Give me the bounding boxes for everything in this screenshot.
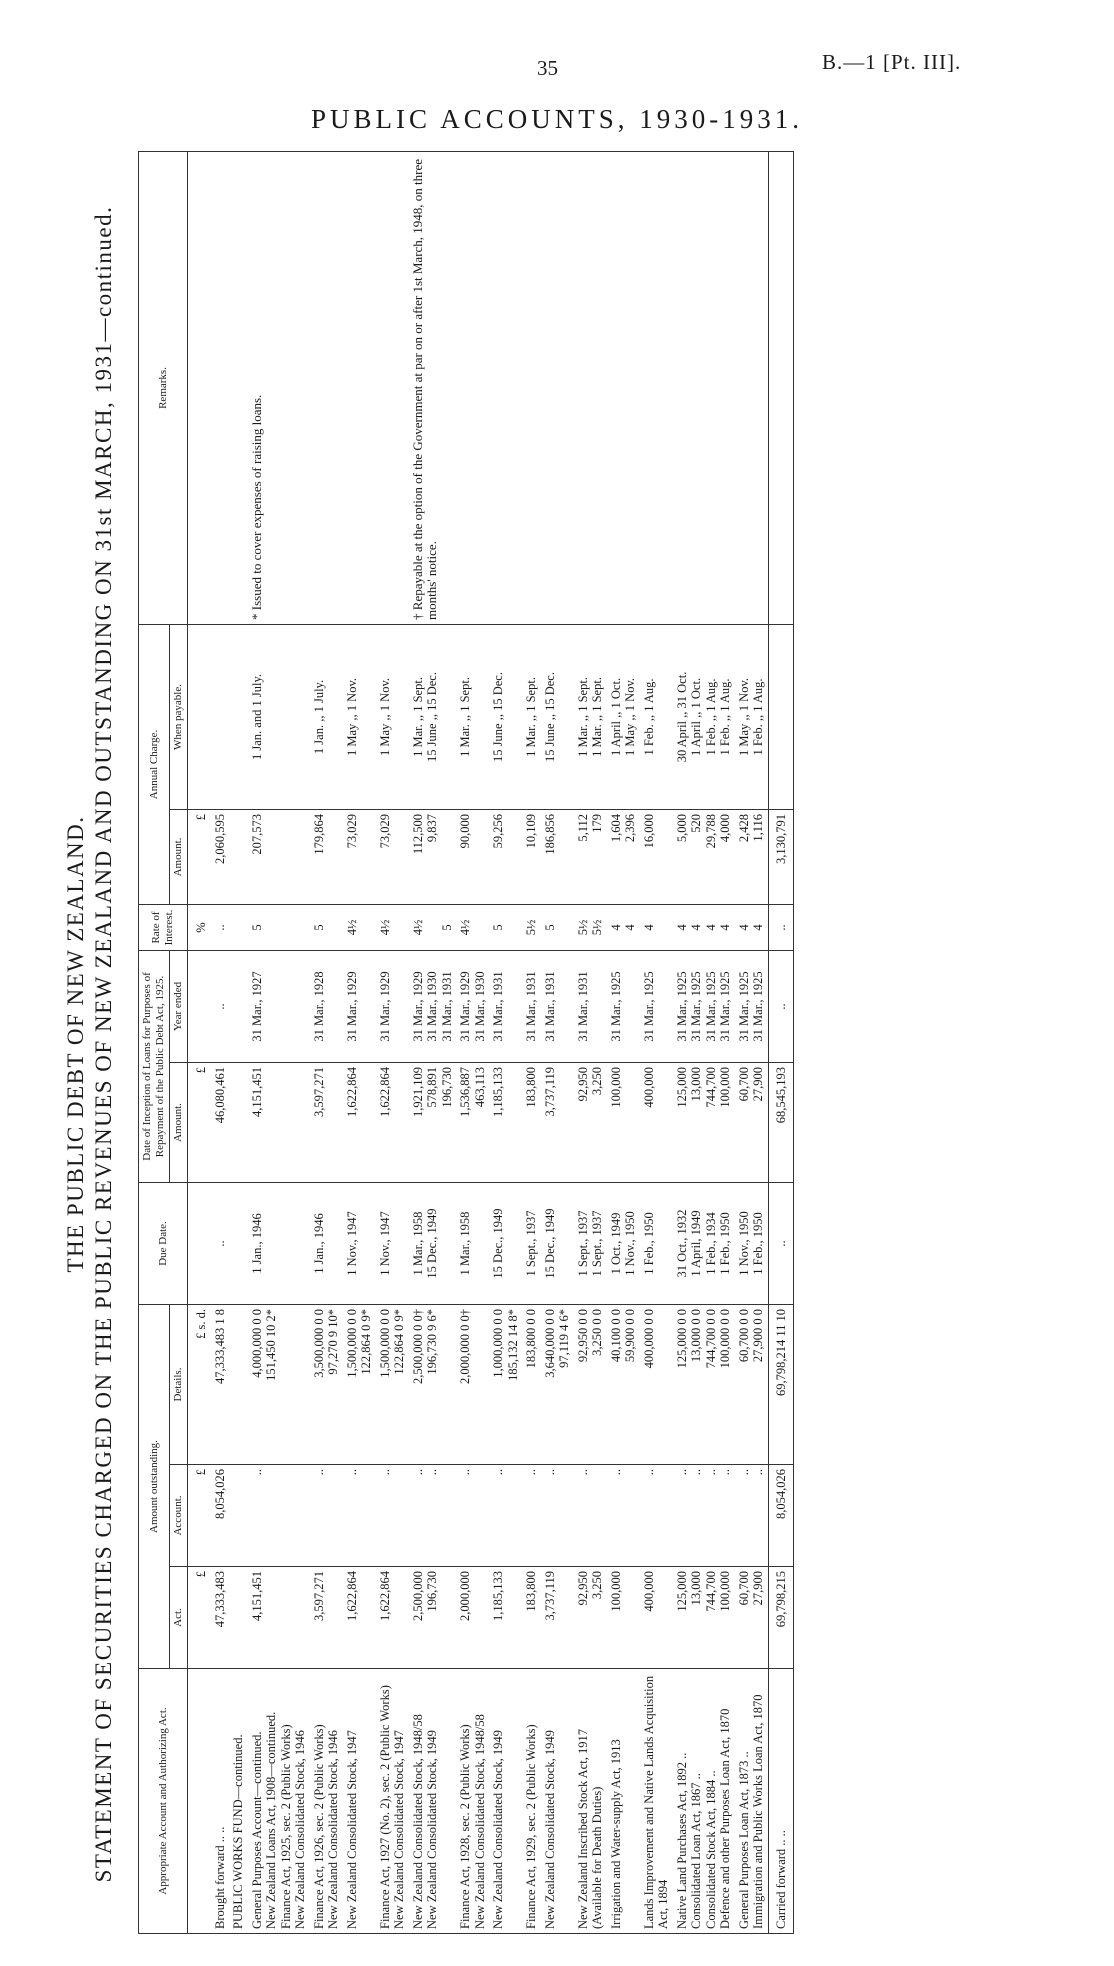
cell-when-payable: 1 Mar. ,, 1 Sept. xyxy=(522,624,541,809)
cell-act-name: New Zealand Consolidated Stock, 1949 xyxy=(489,1669,522,1934)
cell-account: .. xyxy=(343,1465,376,1567)
cell-act-name: Irrigation and Water-supply Act, 1913 xyxy=(607,1669,640,1934)
cell-annual-amount: 1,604 2,396 xyxy=(607,809,640,904)
cell-rate: 5½ xyxy=(522,904,541,950)
cell-act-amount: 2,000,000 xyxy=(456,1567,489,1669)
cell-inception-amount: 125,000 13,000 744,700 100,000 xyxy=(673,1063,735,1183)
cell-remarks xyxy=(343,151,376,624)
header-year-ended: Year ended xyxy=(170,950,188,1062)
cell-year-ended: 31 Mar., 1929 xyxy=(343,950,376,1062)
cell-act-amount: 69,798,215 xyxy=(768,1567,794,1669)
cell-act-amount: 1,622,864 xyxy=(376,1567,409,1669)
cell-account: .. xyxy=(248,1465,310,1567)
cell-rate: 5 xyxy=(310,904,343,950)
cell-account: .. .. .. .. xyxy=(673,1465,735,1567)
cell-inception-amount: 3,597,271 xyxy=(310,1063,343,1183)
cell-remarks xyxy=(489,151,522,624)
table-row xyxy=(211,151,230,1933)
cell-rate: 4½ xyxy=(343,904,376,950)
cell-rate xyxy=(229,904,248,950)
cell-act-amount: 3,597,271 xyxy=(310,1567,343,1669)
header-details-col: Details. xyxy=(170,1305,188,1465)
unit-lsd: £ s. d. xyxy=(188,1305,211,1465)
cell-account: .. xyxy=(522,1465,541,1567)
cell-inception-amount: 400,000 xyxy=(640,1063,673,1183)
cell-year-ended: 31 Mar., 1929 xyxy=(376,950,409,1062)
cell-due-date: 15 Dec., 1949 xyxy=(489,1183,522,1305)
cell-act-amount: 3,737,119 xyxy=(541,1567,574,1669)
table-row xyxy=(735,151,769,1933)
cell-act-amount: 1,185,133 xyxy=(489,1567,522,1669)
cell-when-payable: 1 Jan. ,, 1 July. xyxy=(310,624,343,809)
cell-inception-amount xyxy=(229,1063,248,1183)
cell-act-name: Native Land Purchases Act, 1892 .. Consolidated Loan Act, 1867 .. Consolidated Stock Act, 1884 .. Defence and other Purposes Loan Act, 1870 xyxy=(673,1669,735,1934)
cell-when-payable: 1 Jan. and 1 July. xyxy=(248,624,310,809)
cell-year-ended: 31 Mar., 1929 31 Mar., 1930 xyxy=(456,950,489,1062)
cell-annual-amount: 5,112 179 xyxy=(574,809,607,904)
cell-inception-amount: 100,000 xyxy=(607,1063,640,1183)
header-rate: Rate of Interest. xyxy=(139,904,188,950)
unit-percent: % xyxy=(188,904,211,950)
cell-year-ended: 31 Mar., 1925 xyxy=(607,950,640,1062)
table-row xyxy=(376,151,409,1933)
cell-act-amount: 2,500,000 196,730 xyxy=(409,1567,457,1669)
cell-act-name: Brought forward .. .. xyxy=(211,1669,230,1934)
cell-inception-amount: 1,622,864 xyxy=(343,1063,376,1183)
cell-remarks xyxy=(640,151,673,624)
cell-remarks xyxy=(673,151,735,624)
cell-when-payable xyxy=(211,624,230,809)
cell-account: .. .. xyxy=(409,1465,457,1567)
cell-inception-amount: 1,921,109 578,891 196,730 xyxy=(409,1063,457,1183)
cell-act-name: General Purposes Loan Act, 1873 .. Immigration and Public Works Loan Act, 1870 xyxy=(735,1669,769,1934)
cell-annual-amount: 3,130,791 xyxy=(768,809,794,904)
cell-rate: 4½ 5 xyxy=(409,904,457,950)
cell-remarks xyxy=(376,151,409,624)
cell-year-ended: 31 Mar., 1931 xyxy=(541,950,574,1062)
carried-forward-row xyxy=(768,151,794,1933)
cell-details: 3,500,000 0 0 97,270 9 10* xyxy=(310,1305,343,1465)
table-row xyxy=(522,151,541,1933)
cell-inception-amount: 3,737,119 xyxy=(541,1063,574,1183)
cell-year-ended: 31 Mar., 1929 31 Mar., 1930 31 Mar., 1931 xyxy=(409,950,457,1062)
cell-annual-amount: 2,060,595 xyxy=(211,809,230,904)
cell-remarks xyxy=(522,151,541,624)
cell-due-date: 1 Jan., 1946 xyxy=(310,1183,343,1305)
cell-account: .. xyxy=(310,1465,343,1567)
table-row xyxy=(409,151,457,1933)
cell-account: .. xyxy=(640,1465,673,1567)
cell-when-payable xyxy=(229,624,248,809)
table-row xyxy=(456,151,489,1933)
cell-when-payable: 1 May ,, 1 Nov. xyxy=(343,624,376,809)
cell-account: .. .. xyxy=(735,1465,769,1567)
cell-due-date: 1 Oct., 1949 1 Nov., 1950 xyxy=(607,1183,640,1305)
cell-annual-amount: 90,000 xyxy=(456,809,489,904)
header-annual-charge: Annual Charge. xyxy=(139,624,170,904)
cell-rate: 5 xyxy=(489,904,522,950)
cell-act-name: Finance Act, 1926, sec. 2 (Public Works) New Zealand Consolidated Stock, 1946 xyxy=(310,1669,343,1934)
cell-annual-amount: 59,256 xyxy=(489,809,522,904)
cell-rate: .. xyxy=(211,904,230,950)
cell-remarks xyxy=(735,151,769,624)
cell-remarks: * Issued to cover expenses of raising loans. xyxy=(248,151,310,624)
cell-inception-amount: 1,185,133 xyxy=(489,1063,522,1183)
cell-remarks: † Repayable at the option of the Government at par on or after 1st March, 1948, on three months' notice. xyxy=(409,151,457,624)
cell-due-date: 1 Mar., 1958 xyxy=(456,1183,489,1305)
cell-details: 47,333,483 1 8 xyxy=(211,1305,230,1465)
cell-details: 1,000,000 0 0 185,132 14 8* xyxy=(489,1305,522,1465)
page-number: 35 xyxy=(537,56,558,80)
cell-year-ended: 31 Mar., 1925 31 Mar., 1925 xyxy=(735,950,769,1062)
header-remarks: Remarks. xyxy=(139,151,188,624)
cell-inception-amount: 60,700 27,900 xyxy=(735,1063,769,1183)
header-inception-amount: Amount. xyxy=(170,1063,188,1183)
cell-year-ended: 31 Mar., 1925 31 Mar., 1925 31 Mar., 1925 31 Mar., 1925 xyxy=(673,950,735,1062)
cell-account: .. xyxy=(541,1465,574,1567)
header-annual-amount: Amount. xyxy=(170,809,188,904)
cell-details: 125,000 0 0 13,000 0 0 744,700 0 0 100,000 0 0 xyxy=(673,1305,735,1465)
table-row xyxy=(229,151,248,1933)
cell-year-ended: .. xyxy=(211,950,230,1062)
cell-details: 92,950 0 0 3,250 0 0 xyxy=(574,1305,607,1465)
cell-due-date xyxy=(229,1183,248,1305)
cell-annual-amount: 112,500 9,837 xyxy=(409,809,457,904)
cell-act-name: Carried forward .. .. xyxy=(768,1669,794,1934)
cell-when-payable xyxy=(768,624,794,809)
cell-details: 1,500,000 0 0 122,864 0 9* xyxy=(376,1305,409,1465)
cell-year-ended: 31 Mar., 1925 xyxy=(640,950,673,1062)
cell-act-amount: 100,000 xyxy=(607,1567,640,1669)
cell-annual-amount: 207,573 xyxy=(248,809,310,904)
cell-when-payable: 15 June ,, 15 Dec. xyxy=(489,624,522,809)
table-body xyxy=(188,151,794,1933)
table-row xyxy=(343,151,376,1933)
cell-inception-amount: 92,950 3,250 xyxy=(574,1063,607,1183)
cell-details: 400,000 0 0 xyxy=(640,1305,673,1465)
cell-rate: 4 4 4 4 xyxy=(673,904,735,950)
cell-rate: 5 xyxy=(248,904,310,950)
cell-rate: 4 4 xyxy=(607,904,640,950)
cell-inception-amount: 183,800 xyxy=(522,1063,541,1183)
cell-act-name: General Purposes Account—continued. New Zealand Loans Act, 1908—continued. Finance Act, 1925, sec. 2 (Public Works) New Zealand Consolidated Stock, 1946 xyxy=(248,1669,310,1934)
cell-remarks xyxy=(310,151,343,624)
table-title xyxy=(62,144,118,1944)
cell-annual-amount: 186,856 xyxy=(541,809,574,904)
header-account-col: Account. xyxy=(170,1465,188,1567)
cell-rate: 5½ 5½ xyxy=(574,904,607,950)
rotated-table-area xyxy=(62,144,1112,1944)
cell-rate: 4½ xyxy=(456,904,489,950)
cell-year-ended: 31 Mar., 1928 xyxy=(310,950,343,1062)
cell-when-payable: 15 June ,, 15 Dec. xyxy=(541,624,574,809)
cell-details: 2,500,000 0 0† 196,730 9 6* xyxy=(409,1305,457,1465)
cell-account: .. xyxy=(607,1465,640,1567)
cell-remarks xyxy=(541,151,574,624)
cell-annual-amount: 2,428 1,116 xyxy=(735,809,769,904)
cell-account: .. xyxy=(574,1465,607,1567)
cell-when-payable: 1 Mar. ,, 1 Sept. 15 June ,, 15 Dec. xyxy=(409,624,457,809)
cell-act-name: New Zealand Consolidated Stock, 1947 xyxy=(343,1669,376,1934)
cell-due-date: 1 Nov., 1947 xyxy=(343,1183,376,1305)
cell-annual-amount: 5,000 520 29,788 4,000 xyxy=(673,809,735,904)
cell-account: 8,054,026 xyxy=(768,1465,794,1567)
cell-due-date: 1 Sept., 1937 1 Sept., 1937 xyxy=(574,1183,607,1305)
cell-rate: 4½ xyxy=(376,904,409,950)
unit-pound: £ xyxy=(188,1567,211,1669)
unit-pound: £ xyxy=(188,1063,211,1183)
table-row xyxy=(673,151,735,1933)
cell-rate: 4 xyxy=(640,904,673,950)
header-when-payable: When payable. xyxy=(170,624,188,809)
table-title-line1: THE PUBLIC DEBT OF NEW ZEALAND. xyxy=(63,815,88,1273)
cell-details: 40,100 0 0 59,900 0 0 xyxy=(607,1305,640,1465)
cell-remarks xyxy=(768,151,794,624)
cell-account: .. xyxy=(376,1465,409,1567)
cell-details: 183,800 0 0 xyxy=(522,1305,541,1465)
cell-when-payable: 1 May ,, 1 Nov. xyxy=(376,624,409,809)
cell-remarks xyxy=(574,151,607,624)
cell-year-ended: 31 Mar., 1931 xyxy=(522,950,541,1062)
cell-due-date: 1 Feb., 1950 xyxy=(640,1183,673,1305)
cell-act-name: New Zealand Inscribed Stock Act, 1917 (Available for Death Duties) xyxy=(574,1669,607,1934)
header-date-inception: Date of Inception of Loans for Purposes of Repayment of the Public Debt Act, 1925. xyxy=(139,950,170,1182)
cell-remarks xyxy=(456,151,489,624)
cell-act-amount: 92,950 3,250 xyxy=(574,1567,607,1669)
cell-remarks xyxy=(211,151,230,624)
cell-act-amount: 47,333,483 xyxy=(211,1567,230,1669)
cell-act-name: Finance Act, 1927 (No. 2), sec. 2 (Public Works) New Zealand Consolidated Stock, 1947 xyxy=(376,1669,409,1934)
table-row xyxy=(310,151,343,1933)
table-row xyxy=(607,151,640,1933)
cell-act-amount: 1,622,864 xyxy=(343,1567,376,1669)
cell-due-date: 31 Oct., 1932 1 April, 1949 1 Feb., 1934 1 Feb., 1950 xyxy=(673,1183,735,1305)
unit-pound: £ xyxy=(188,809,211,904)
cell-when-payable: 30 April ,, 31 Oct. 1 April ,, 1 Oct. 1 Feb. ,, 1 Aug. 1 Feb. ,, 1 Aug. xyxy=(673,624,735,809)
cell-when-payable: 1 Feb. ,, 1 Aug. xyxy=(640,624,673,809)
cell-due-date: 15 Dec., 1949 xyxy=(541,1183,574,1305)
cell-due-date: 1 Jan., 1946 xyxy=(248,1183,310,1305)
cell-account: .. xyxy=(489,1465,522,1567)
cell-year-ended xyxy=(229,950,248,1062)
cell-when-payable: 1 May ,, 1 Nov. 1 Feb. ,, 1 Aug. xyxy=(735,624,769,809)
cell-act-name: Finance Act, 1929, sec. 2 (Public Works) xyxy=(522,1669,541,1934)
table-row xyxy=(574,151,607,1933)
cell-due-date: .. xyxy=(768,1183,794,1305)
cell-act-amount: 183,800 xyxy=(522,1567,541,1669)
cell-remarks xyxy=(229,151,248,624)
cell-details: 3,640,000 0 0 97,119 4 6* xyxy=(541,1305,574,1465)
cell-rate: 5 xyxy=(541,904,574,950)
cell-act-name: New Zealand Consolidated Stock, 1949 xyxy=(541,1669,574,1934)
cell-year-ended: 31 Mar., 1931 xyxy=(489,950,522,1062)
cell-annual-amount: 179,864 xyxy=(310,809,343,904)
cell-annual-amount: 73,029 xyxy=(376,809,409,904)
cell-act-amount: 400,000 xyxy=(640,1567,673,1669)
cell-due-date: 1 Mar., 1958 15 Dec., 1949 xyxy=(409,1183,457,1305)
public-debt-table xyxy=(138,151,794,1934)
cell-annual-amount xyxy=(229,809,248,904)
page-reference: B.—1 [Pt. III]. xyxy=(822,50,962,74)
header-due-date: Due Date. xyxy=(139,1183,188,1305)
header-act: Appropriate Account and Authorizing Act. xyxy=(139,1669,188,1934)
cell-details: 1,500,000 0 0 122,864 0 9* xyxy=(343,1305,376,1465)
cell-act-amount: 60,700 27,900 xyxy=(735,1567,769,1669)
cell-details: 2,000,000 0 0† xyxy=(456,1305,489,1465)
cell-inception-amount: 4,151,451 xyxy=(248,1063,310,1183)
cell-act-name: PUBLIC WORKS FUND—continued. xyxy=(229,1669,248,1934)
cell-inception-amount: 68,545,193 xyxy=(768,1063,794,1183)
cell-due-date: .. xyxy=(211,1183,230,1305)
cell-details: 60,700 0 0 27,900 0 0 xyxy=(735,1305,769,1465)
cell-details xyxy=(229,1305,248,1465)
running-title: PUBLIC ACCOUNTS, 1930-1931. xyxy=(310,104,804,134)
cell-details: 4,000,000 0 0 151,450 10 2* xyxy=(248,1305,310,1465)
table-row xyxy=(541,151,574,1933)
cell-when-payable: 1 Mar. ,, 1 Sept. xyxy=(456,624,489,809)
cell-when-payable: 1 April ,, 1 Oct. 1 May ,, 1 Nov. xyxy=(607,624,640,809)
cell-act-amount xyxy=(229,1567,248,1669)
cell-year-ended: 31 Mar., 1927 xyxy=(248,950,310,1062)
cell-act-amount: 125,000 13,000 744,700 100,000 xyxy=(673,1567,735,1669)
cell-rate: .. xyxy=(768,904,794,950)
cell-rate: 4 4 xyxy=(735,904,769,950)
cell-when-payable: 1 Mar. ,, 1 Sept. 1 Mar. ,, 1 Sept. xyxy=(574,624,607,809)
cell-account xyxy=(229,1465,248,1567)
cell-inception-amount: 1,622,864 xyxy=(376,1063,409,1183)
cell-inception-amount: 46,080,461 xyxy=(211,1063,230,1183)
header-act-col: Act. xyxy=(170,1567,188,1669)
cell-annual-amount: 16,000 xyxy=(640,809,673,904)
cell-details: 69,798,214 11 10 xyxy=(768,1305,794,1465)
cell-year-ended: 31 Mar., 1931 xyxy=(574,950,607,1062)
cell-due-date: 1 Nov., 1950 1 Feb., 1950 xyxy=(735,1183,769,1305)
table-title-line2: STATEMENT OF SECURITIES CHARGED ON THE PUBLIC REVENUES OF NEW ZEALAND AND OUTSTANDING ON 31st MARCH, 1931—continued. xyxy=(91,205,116,1883)
units-row xyxy=(188,151,211,1933)
cell-remarks xyxy=(607,151,640,624)
cell-act-amount: 4,151,451 xyxy=(248,1567,310,1669)
cell-annual-amount: 10,109 xyxy=(522,809,541,904)
cell-act-name: Finance Act, 1928, sec. 2 (Public Works) New Zealand Consolidated Stock, 1948/58 xyxy=(456,1669,489,1934)
cell-due-date: 1 Sept., 1937 xyxy=(522,1183,541,1305)
unit-pound: £ xyxy=(188,1465,211,1567)
cell-act-name: Lands Improvement and Native Lands Acquisition Act, 1894 xyxy=(640,1669,673,1934)
cell-inception-amount: 1,536,887 463,113 xyxy=(456,1063,489,1183)
cell-annual-amount: 73,029 xyxy=(343,809,376,904)
cell-account: .. xyxy=(456,1465,489,1567)
cell-year-ended: .. xyxy=(768,950,794,1062)
cell-act-name: New Zealand Consolidated Stock, 1948/58 New Zealand Consolidated Stock, 1949 xyxy=(409,1669,457,1934)
header-amount-outstanding: Amount outstanding. xyxy=(139,1305,170,1669)
table-row xyxy=(248,151,310,1933)
table-row xyxy=(640,151,673,1933)
table-row xyxy=(489,151,522,1933)
cell-account: 8,054,026 xyxy=(211,1465,230,1567)
cell-due-date: 1 Nov., 1947 xyxy=(376,1183,409,1305)
